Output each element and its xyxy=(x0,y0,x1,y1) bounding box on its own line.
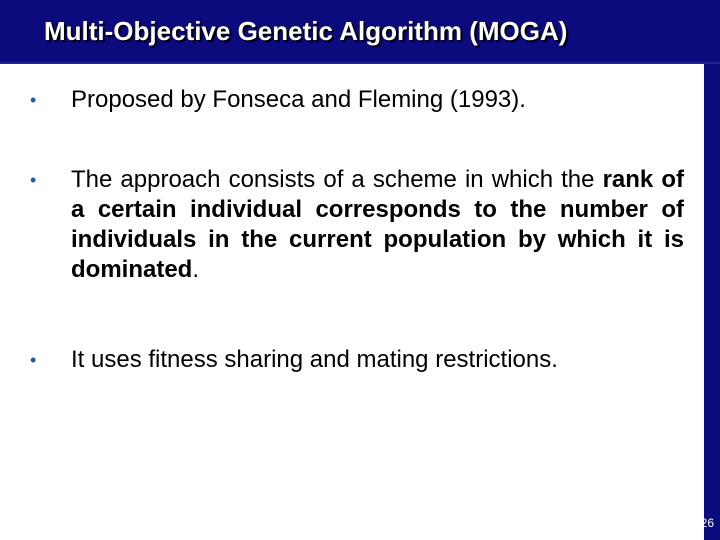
bullet-text-3: It uses fitness sharing and mating restrictions. xyxy=(71,346,558,373)
bullet-text-1: Proposed by Fonseca and Fleming (1993). xyxy=(71,86,526,113)
bullet-item-2 xyxy=(30,165,684,285)
slide-title: Multi-Objective Genetic Algorithm (MOGA) xyxy=(44,16,568,46)
bullet-text-2-plain: The approach consists of a scheme in which the xyxy=(71,166,603,193)
bullet-text-2-end: . xyxy=(192,256,200,283)
right-edge-bar xyxy=(704,64,720,540)
bullet-item-3 xyxy=(30,345,684,375)
bullet-marker-3: • xyxy=(30,350,37,370)
page-number: 26 xyxy=(700,516,714,530)
bullet-text-2-bold: rank of a certain individual corresponds to the number of individuals in the current population by which it is dominated xyxy=(71,166,684,283)
bullet-text-2 xyxy=(71,165,684,285)
bullet-marker-1: • xyxy=(30,90,37,110)
bullet-marker-2: • xyxy=(30,170,37,190)
title-bar xyxy=(0,0,720,64)
bullet-item-1 xyxy=(30,85,684,115)
